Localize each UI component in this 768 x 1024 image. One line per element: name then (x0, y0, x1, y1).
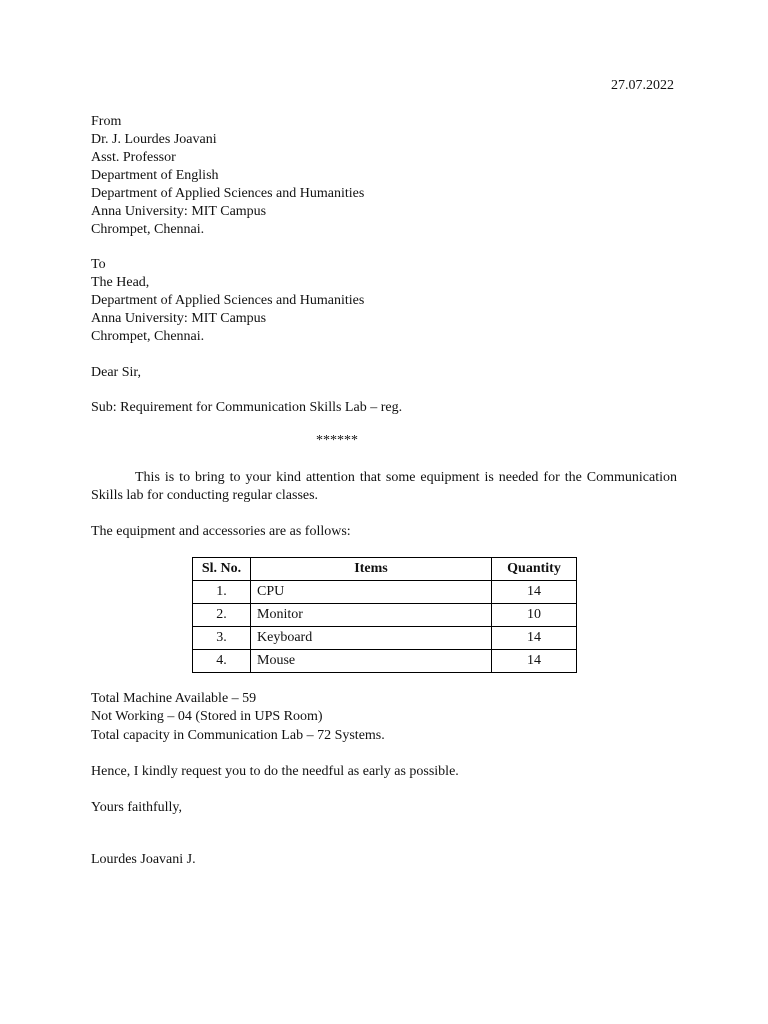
cell-sl-no: 4. (193, 650, 251, 673)
summary-line: Total capacity in Communication Lab – 72 Systems. (91, 728, 385, 743)
cell-item: CPU (251, 581, 492, 604)
from-line: Anna University: MIT Campus (91, 204, 267, 219)
from-line: Chrompet, Chennai. (91, 222, 205, 237)
subject-line: Sub: Requirement for Communication Skills Lab – reg. (91, 400, 403, 415)
summary-line: Total Machine Available – 59 (91, 691, 257, 706)
letter-date: 27.07.2022 (611, 78, 674, 93)
cell-sl-no: 2. (193, 604, 251, 627)
from-heading: From (91, 114, 122, 129)
table-row (193, 581, 577, 604)
cell-item: Mouse (251, 650, 492, 673)
separator: ****** (316, 433, 358, 448)
from-line: Dr. J. Lourdes Joavani (91, 132, 217, 147)
cell-quantity: 14 (492, 581, 577, 604)
to-line: Anna University: MIT Campus (91, 311, 267, 326)
from-line: Asst. Professor (91, 150, 176, 165)
to-heading: To (91, 257, 106, 272)
table-intro: The equipment and accessories are as follows: (91, 524, 351, 539)
body-paragraph: This is to bring to your kind attention that some equipment is needed for the Communication Skills lab for conducting regular classes. (91, 470, 677, 503)
salutation: Dear Sir, (91, 365, 141, 380)
cell-sl-no: 3. (193, 627, 251, 650)
header-items: Items (251, 558, 492, 581)
table-row (193, 627, 577, 650)
header-quantity: Quantity (492, 558, 577, 581)
cell-sl-no: 1. (193, 581, 251, 604)
equipment-table (192, 557, 577, 673)
to-line: Chrompet, Chennai. (91, 329, 205, 344)
table-row (193, 650, 577, 673)
cell-item: Monitor (251, 604, 492, 627)
cell-quantity: 14 (492, 627, 577, 650)
signature-name: Lourdes Joavani J. (91, 852, 196, 867)
table-row (193, 604, 577, 627)
cell-quantity: 14 (492, 650, 577, 673)
table-header-row (193, 558, 577, 581)
to-line: Department of Applied Sciences and Humanities (91, 293, 365, 308)
closing-line: Yours faithfully, (91, 800, 183, 815)
from-line: Department of English (91, 168, 219, 183)
cell-quantity: 10 (492, 604, 577, 627)
request-line: Hence, I kindly request you to do the needful as early as possible. (91, 764, 459, 779)
header-sl-no: Sl. No. (193, 558, 251, 581)
from-line: Department of Applied Sciences and Humanities (91, 186, 365, 201)
cell-item: Keyboard (251, 627, 492, 650)
to-line: The Head, (91, 275, 150, 290)
summary-line: Not Working – 04 (Stored in UPS Room) (91, 709, 323, 724)
